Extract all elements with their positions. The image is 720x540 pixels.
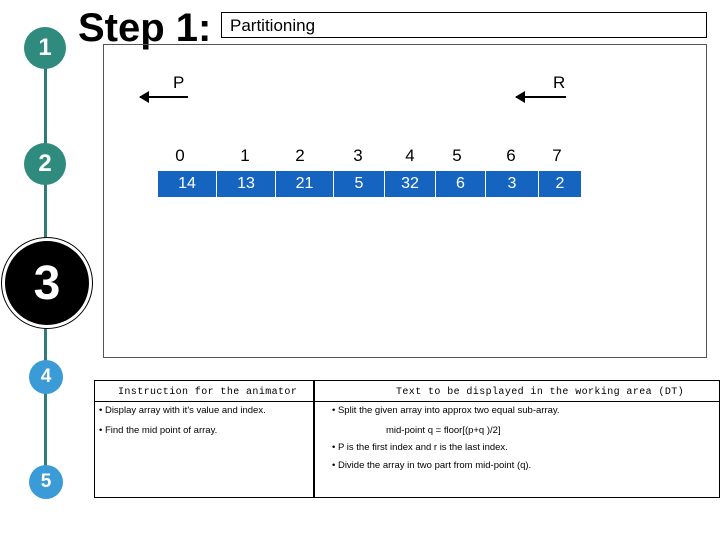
display-text-item: mid-point q = floor[(p+q )/2]: [386, 425, 501, 436]
array-index-label: 6: [506, 146, 516, 165]
step-title: Step 1:: [78, 6, 212, 50]
left-arrow-icon: [516, 96, 566, 98]
display-text-item: • P is the first index and r is the last index.: [332, 442, 508, 453]
array-index-label: 7: [552, 146, 562, 165]
left-arrow-icon: [140, 96, 188, 98]
working-area: [103, 44, 707, 358]
array-index-label: 0: [175, 146, 185, 165]
display-text-item: • Divide the array in two part from mid-point (q).: [332, 460, 532, 471]
step-4-badge[interactable]: 4: [29, 360, 63, 394]
step-2-badge[interactable]: 2: [24, 143, 66, 185]
array-index-label: 3: [353, 146, 363, 165]
array-index-label: 4: [405, 146, 415, 165]
array-cell: 5: [334, 171, 385, 197]
step-3-badge[interactable]: 3: [2, 238, 92, 328]
step-5-badge[interactable]: 5: [29, 465, 63, 499]
array-cell: 3: [486, 171, 539, 197]
pointer-r-label: R: [553, 73, 566, 92]
array-row: [158, 171, 581, 197]
instruction-item: • Display array with it's value and index.: [99, 405, 266, 416]
array-cell: 21: [276, 171, 334, 197]
instruction-heading: Instruction for the animator: [118, 387, 298, 398]
array-cell: 13: [217, 171, 276, 197]
display-text-heading: Text to be displayed in the working area (DT): [396, 387, 685, 398]
step-1-badge[interactable]: 1: [24, 27, 66, 69]
title-box: Partitioning: [221, 12, 707, 38]
array-index-label: 1: [240, 146, 250, 165]
display-text-item: • Split the given array into approx two equal sub-array.: [332, 405, 560, 416]
array-index-label: 5: [452, 146, 462, 165]
array-cell: 14: [158, 171, 217, 197]
pointer-p-label: P: [173, 73, 185, 92]
array-cell: 2: [555, 175, 565, 192]
instruction-item: • Find the mid point of array.: [99, 425, 218, 436]
array-index-label: 2: [295, 146, 305, 165]
panel-divider: [94, 401, 720, 402]
array-cell: 6: [436, 171, 486, 197]
array-cell: 32: [385, 171, 436, 197]
